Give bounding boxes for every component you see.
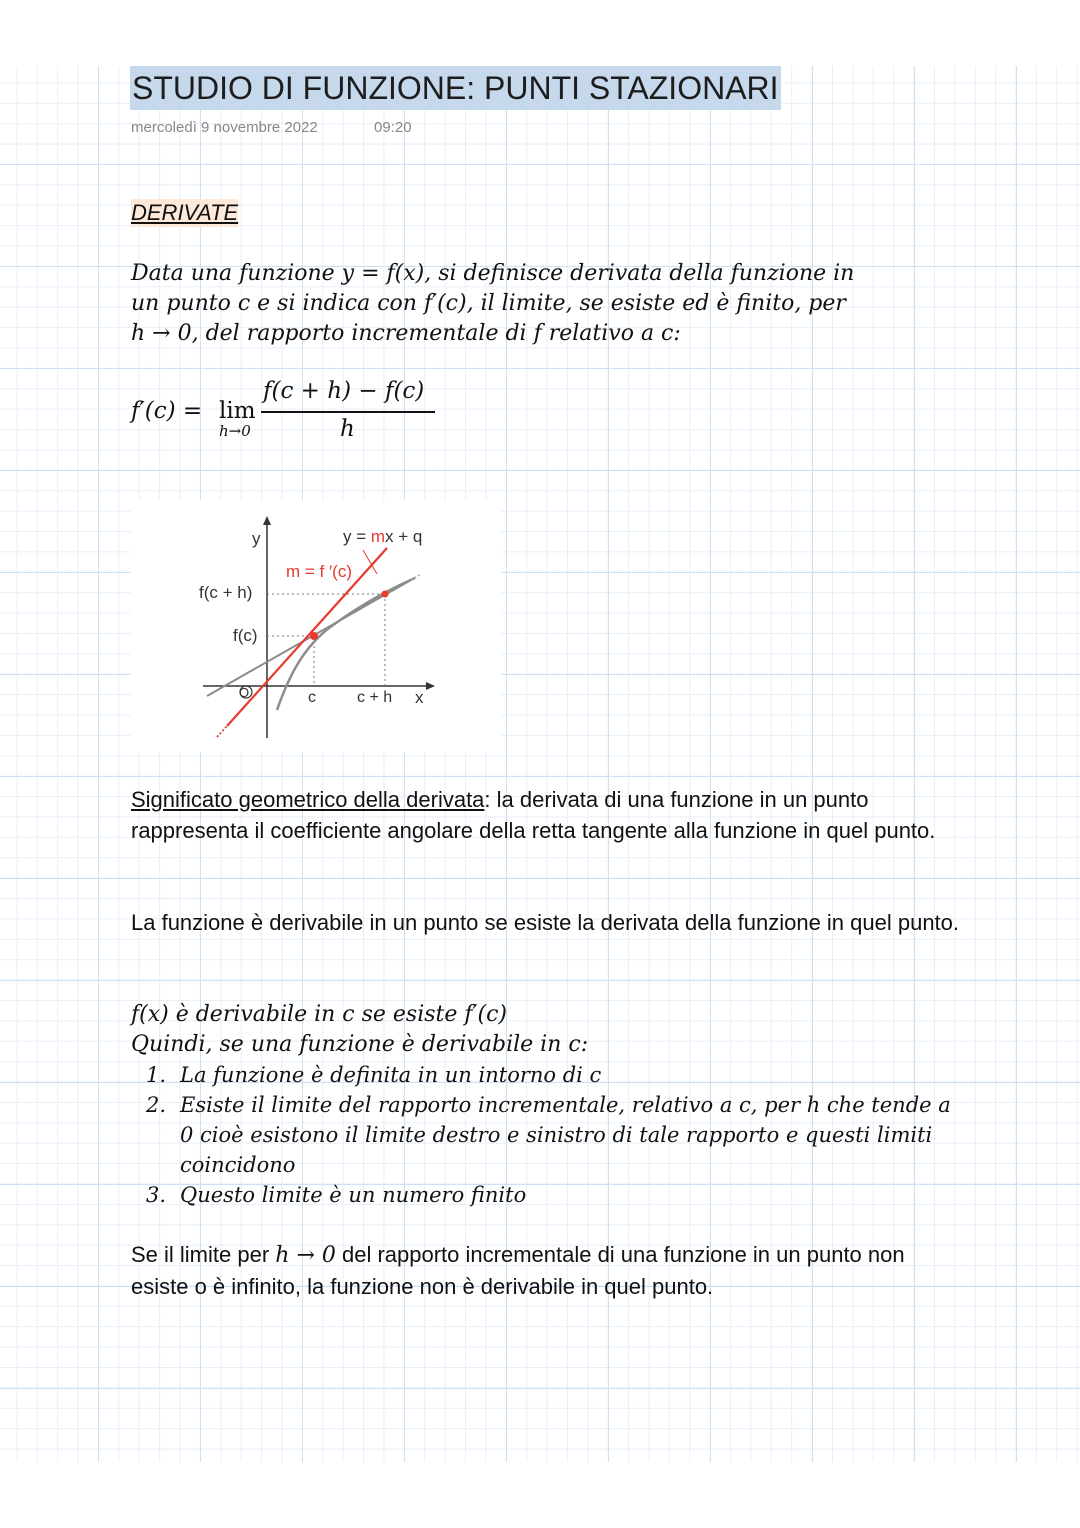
geometric-meaning-text: : la derivata di una funzione in un punto rappresenta il coefficiente angolare della retta tangente alla funzione in quel punto. (131, 787, 936, 843)
x-axis-label: x (415, 688, 424, 707)
page-date: mercoledì 9 novembre 2022 (131, 119, 318, 136)
condition-item[interactable] (146, 1090, 966, 1180)
secant-ext (411, 574, 421, 580)
derivable-line-2[interactable]: Quindi, se una funzione è derivabile in c: (131, 1032, 589, 1057)
formula-lhs: f′(c) = (131, 398, 203, 424)
slope-label: m = f ′(c) (286, 562, 352, 581)
line-label-prefix: y = (343, 527, 371, 546)
point-c (310, 632, 318, 640)
geometric-meaning-paragraph[interactable] (131, 784, 961, 846)
definition-line-3[interactable]: h → 0, del rapporto incrementale di f relativo a c: (131, 321, 681, 346)
formula-lim: lim (219, 398, 256, 424)
y-axis-arrow (263, 516, 271, 525)
condition-number: 1. (146, 1063, 167, 1087)
line-equation-label (343, 527, 422, 546)
final-note-after: del rapporto incrementale di una funzione in un punto non esiste o è infinito, la funzione non è derivabile in quel punto. (131, 1242, 905, 1299)
formula-lim-subscript: h→0 (219, 422, 251, 440)
final-note-before: Se il limite per (131, 1242, 276, 1267)
final-note-math: h → 0 (275, 1243, 336, 1268)
fch-label: f(c + h) (199, 583, 253, 602)
conditions-list (146, 1060, 966, 1210)
page-title[interactable]: STUDIO DI FUNZIONE: PUNTI STAZIONARI (130, 66, 781, 110)
formula-denominator: h (340, 416, 355, 442)
tangent-line-figure[interactable] (131, 500, 501, 752)
x-axis-arrow (426, 682, 435, 690)
condition-text: Questo limite è un numero finito (180, 1183, 527, 1207)
section-heading-derivate[interactable]: DERIVATE (131, 200, 239, 225)
origin-label: O (239, 685, 250, 700)
condition-item[interactable] (146, 1060, 966, 1090)
condition-text: La funzione è definita in un intorno di c (180, 1063, 602, 1087)
final-note-paragraph[interactable] (131, 1239, 961, 1302)
derivability-paragraph[interactable]: La funzione è derivabile in un punto se esiste la derivata della funzione in quel punto. (131, 910, 960, 935)
page-time: 09:20 (374, 119, 412, 136)
c-label: c (308, 689, 316, 706)
line-label-suffix: x + q (385, 527, 423, 546)
line-label-m: m (370, 527, 386, 546)
tangent-ext (217, 726, 227, 737)
derivable-line-1[interactable]: f(x) è derivabile in c se esiste f′(c) (131, 1002, 508, 1027)
definition-line-1[interactable]: Data una funzione y = f(x), si definisce derivata della funzione in (131, 261, 855, 286)
ch-label: c + h (357, 689, 393, 706)
condition-number: 2. (146, 1093, 167, 1117)
geometric-meaning-term: Significato geometrico della derivata (131, 787, 485, 812)
condition-text: Esiste il limite del rapporto incrementale, relativo a c, per h che tende a 0 cioè esistono il limite destro e sinistro di tale rapporto e questi limiti coincidono (180, 1093, 951, 1177)
fc-label: f(c) (233, 626, 258, 645)
condition-number: 3. (146, 1183, 167, 1207)
formula-numerator: f(c + h) − f(c) (263, 378, 425, 404)
point-ch (382, 591, 389, 598)
condition-item[interactable] (146, 1180, 966, 1210)
formula-fraction-bar (261, 411, 435, 413)
y-axis-label: y (252, 529, 261, 548)
definition-line-2[interactable]: un punto c e si indica con f′(c), il limite, se esiste ed è finito, per (131, 291, 846, 316)
